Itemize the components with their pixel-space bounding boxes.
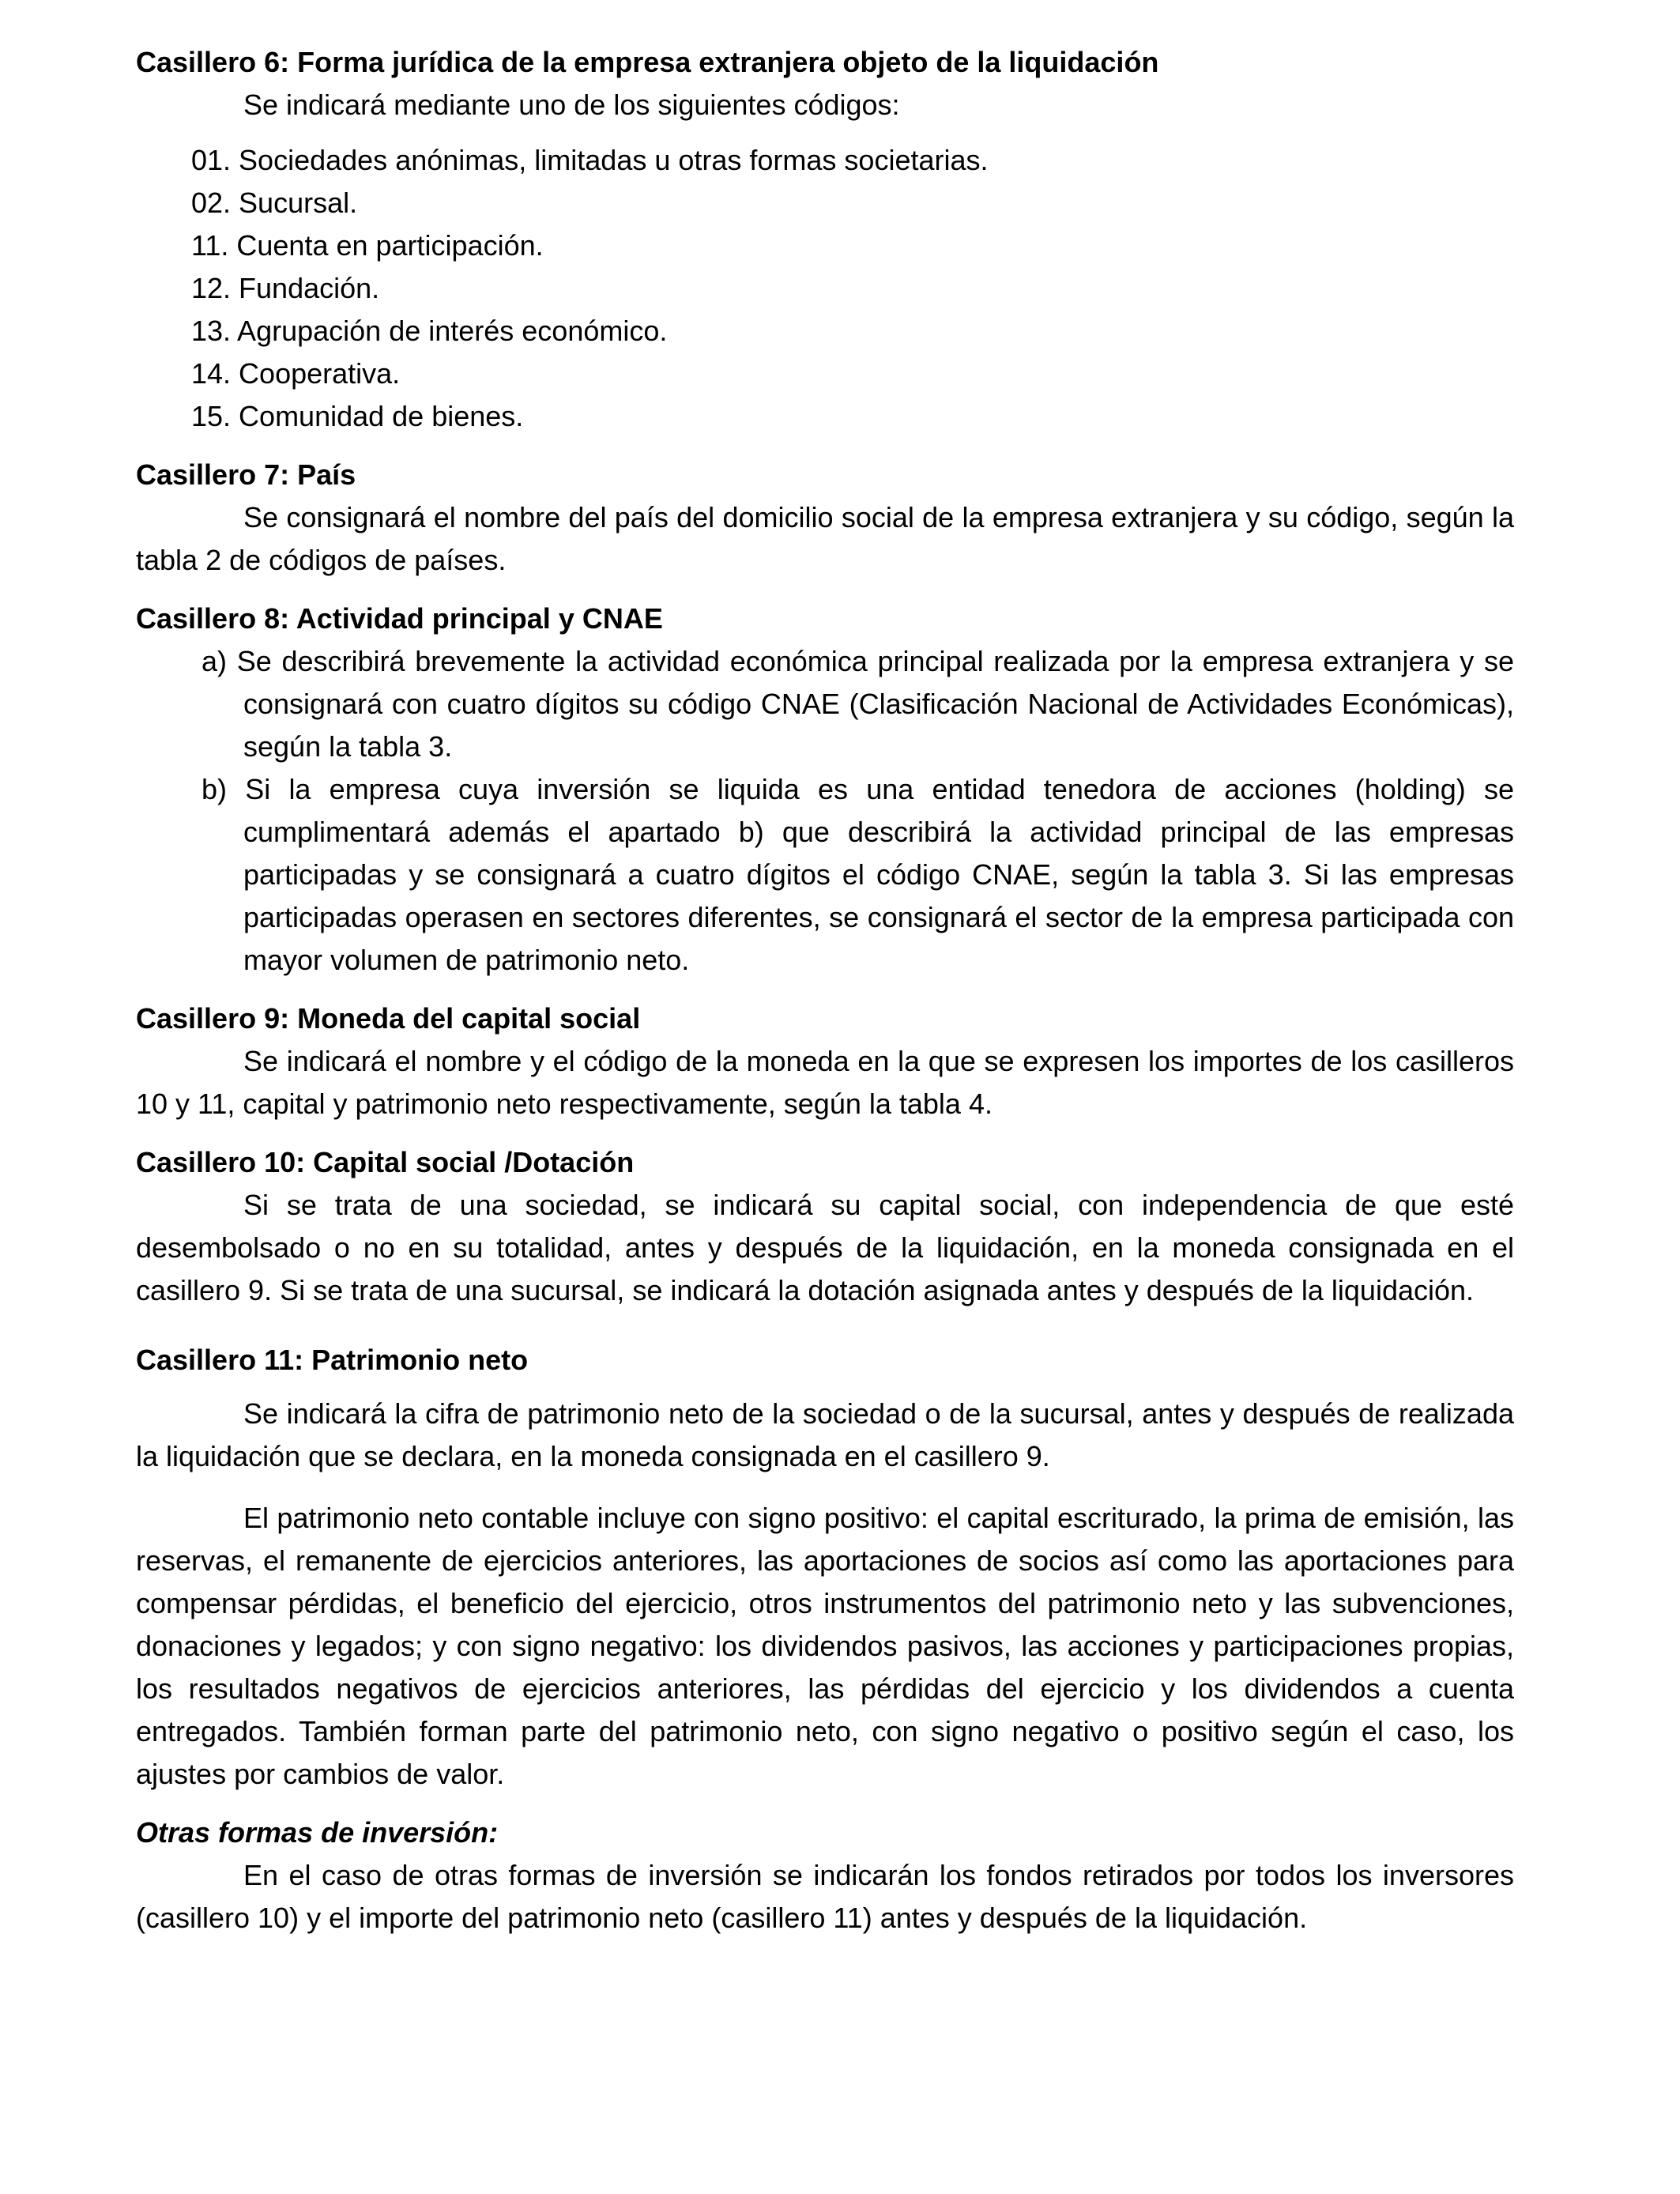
lettered-item: b) Si la empresa cuya inversión se liquida es una entidad tenedora de acciones (holding) se cumplimentará además el apartado b) que describirá la actividad principal de las empresas participadas y se consignará a cuatro dígitos el código CNAE, según la tabla 3. Si las empresas participadas operasen en sectores diferentes, se consignará el sector de la empresa participada con mayor volumen de patrimonio neto. [202,773,1514,976]
code-item: 13. Agrupación de interés económico. [191,315,668,347]
section-casillero-6 [136,41,1514,438]
section-paragraph: Se indicará el nombre y el código de la moneda en la que se expresen los importes de los casilleros 10 y 11, capital y patrimonio neto respectivamente, según la tabla 4. [136,1045,1514,1120]
section-heading: Otras formas de inversión: [136,1816,499,1849]
section-casillero-7 [136,454,1514,582]
section-casillero-9 [136,997,1514,1125]
section-heading: Casillero 8: Actividad principal y CNAE [136,602,663,635]
section-paragraph: En el caso de otras formas de inversión se indicarán los fondos retirados por todos los inversores (casillero 10) y el importe del patrimonio neto (casillero 11) antes y después de la liquidación. [136,1859,1514,1934]
code-item: 12. Fundación. [191,272,380,304]
section-paragraph: El patrimonio neto contable incluye con signo positivo: el capital escriturado, la prima de emisión, las reservas, el remanente de ejercicios anteriores, las aportaciones de socios así como las aportaciones para compensar pérdidas, el beneficio del ejercicio, otros instrumentos del patrimonio neto y las subvenciones, donaciones y legados; y con signo negativo: los dividendos pasivos, las acciones y participaciones propias, los resultados negativos de ejercicios anteriores, las pérdidas del ejercicio y los dividendos a cuenta entregados. También forman parte del patrimonio neto, con signo negativo o positivo según el caso, los ajustes por cambios de valor. [136,1502,1514,1790]
section-intro: Se indicará mediante uno de los siguientes códigos: [243,89,900,121]
code-item: 14. Cooperativa. [191,357,401,390]
spacer [136,1328,1514,1339]
code-item: 15. Comunidad de bienes. [191,400,524,432]
section-heading: Casillero 9: Moneda del capital social [136,1002,641,1035]
section-heading: Casillero 10: Capital social /Dotación [136,1146,635,1178]
section-heading: Casillero 7: País [136,458,356,491]
code-item: 11. Cuenta en participación. [191,229,544,262]
lettered-item: a) Se describirá brevemente la actividad económica principal realizada por la empresa extranjera y se consignará con cuatro dígitos su código CNAE (Clasificación Nacional de Actividades Económicas), según la tabla 3. [202,645,1514,763]
section-paragraph: Se indicará la cifra de patrimonio neto de la sociedad o de la sucursal, antes y después de realizada la liquidación que se declara, en la moneda consignada en el casillero 9. [136,1397,1514,1472]
section-casillero-11 [136,1339,1514,1796]
code-item: 01. Sociedades anónimas, limitadas u otras formas societarias. [191,144,989,176]
section-heading: Casillero 11: Patrimonio neto [136,1344,529,1376]
code-list [136,139,1514,438]
spacer [136,1478,1514,1497]
section-otras-formas [136,1811,1514,1940]
section-heading: Casillero 6: Forma jurídica de la empresa extranjera objeto de la liquidación [136,46,1159,78]
document-page [136,41,1514,1955]
section-paragraph: Si se trata de una sociedad, se indicará su capital social, con independencia de que esté desembolsado o no en su totalidad, antes y después de la liquidación, en la moneda consignada en el casillero 9. Si se trata de una sucursal, se indicará la dotación asignada antes y después de la liquidación. [136,1189,1514,1306]
spacer [136,1382,1514,1393]
section-casillero-10 [136,1141,1514,1312]
lettered-list [136,640,1514,982]
code-item: 02. Sucursal. [191,187,358,219]
section-paragraph: Se consignará el nombre del país del domicilio social de la empresa extranjera y su código, según la tabla 2 de códigos de países. [136,501,1514,576]
section-casillero-8 [136,598,1514,982]
